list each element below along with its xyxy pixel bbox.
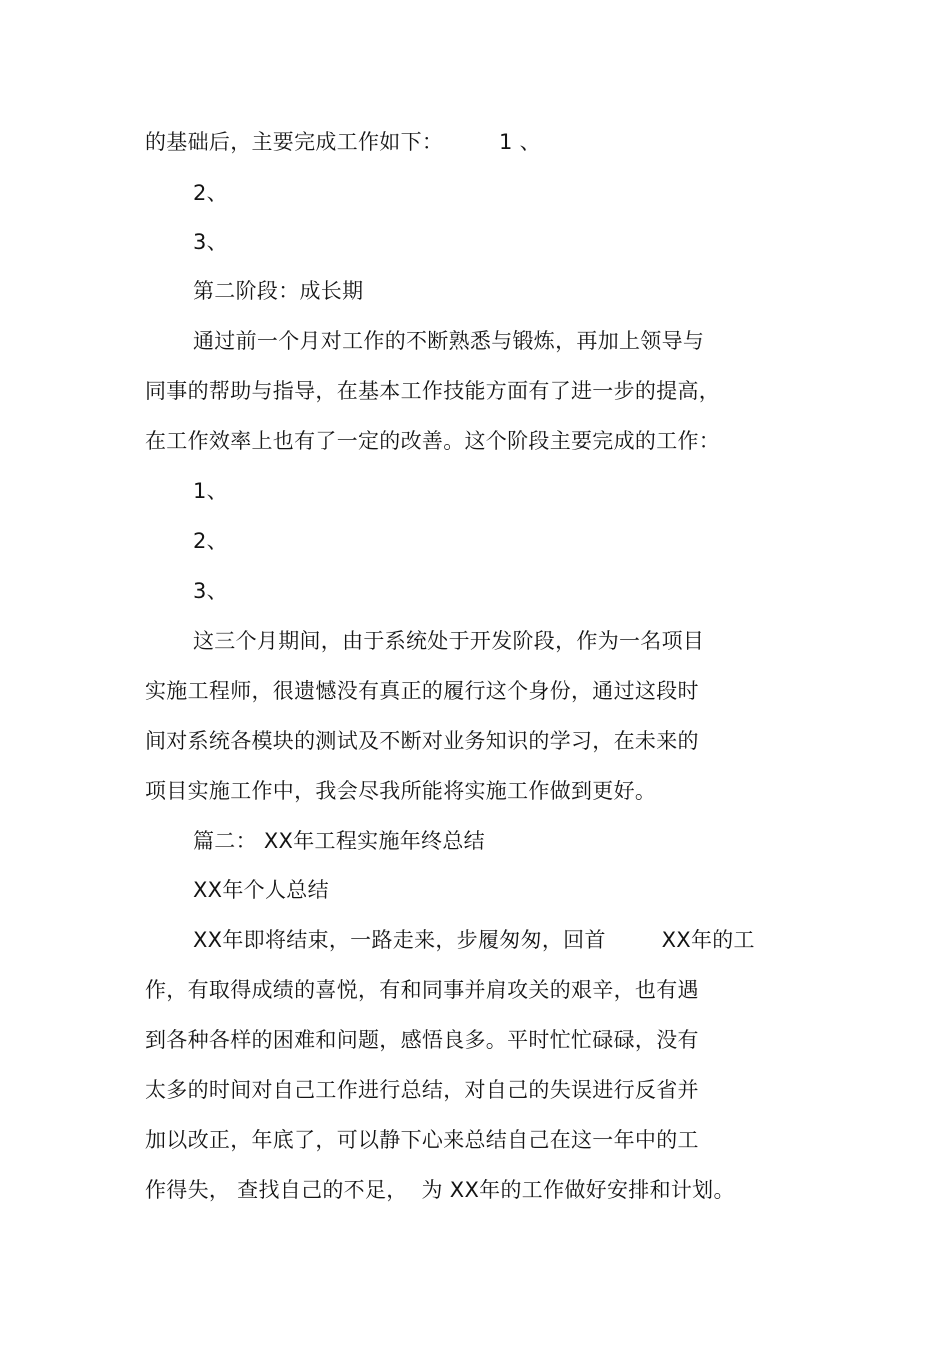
- section-heading: 第二阶段：成长期: [193, 279, 364, 303]
- text-line: 3、: [193, 230, 228, 254]
- text-line: 到各种各样的困难和问题，感悟良多。平时忙忙碌碌，没有: [145, 1028, 699, 1052]
- text-line: 加以改正，年底了，可以静下心来总结自己在这一年中的工: [145, 1128, 699, 1152]
- text-line: 项目实施工作中，我会尽我所能将实施工作做到更好。: [145, 779, 657, 803]
- text-line: 实施工程师，很遗憾没有真正的履行这个身份，通过这段时: [145, 679, 699, 703]
- text-line: XX年即将结束，一路走来，步履匆匆，回首 XX年的工: [193, 928, 755, 952]
- section-heading: 篇二： XX年工程实施年终总结: [193, 829, 485, 853]
- text-line: 的基础后，主要完成工作如下： 1 、: [145, 130, 541, 154]
- text-line: 这三个月期间，由于系统处于开发阶段，作为一名项目: [193, 629, 705, 653]
- text-line: 在工作效率上也有了一定的改善。这个阶段主要完成的工作：: [145, 429, 721, 453]
- text-line: 1、: [193, 479, 228, 503]
- text-line: 作，有取得成绩的喜悦，有和同事并肩攻关的艰辛，也有遇: [145, 978, 699, 1002]
- text-line: 作得失， 查找自己的不足， 为 XX年的工作做好安排和计划。: [145, 1178, 735, 1202]
- text-line: 2、: [193, 181, 228, 205]
- section-heading: XX年个人总结: [193, 878, 329, 902]
- text-line: 2、: [193, 529, 228, 553]
- text-line: 同事的帮助与指导，在基本工作技能方面有了进一步的提高，: [145, 379, 721, 403]
- text-line: 太多的时间对自己工作进行总结，对自己的失误进行反省并: [145, 1078, 699, 1102]
- text-line: 通过前一个月对工作的不断熟悉与锻炼，再加上领导与: [193, 329, 705, 353]
- text-line: 3、: [193, 579, 228, 603]
- text-line: 间对系统各模块的测试及不断对业务知识的学习，在未来的: [145, 729, 699, 753]
